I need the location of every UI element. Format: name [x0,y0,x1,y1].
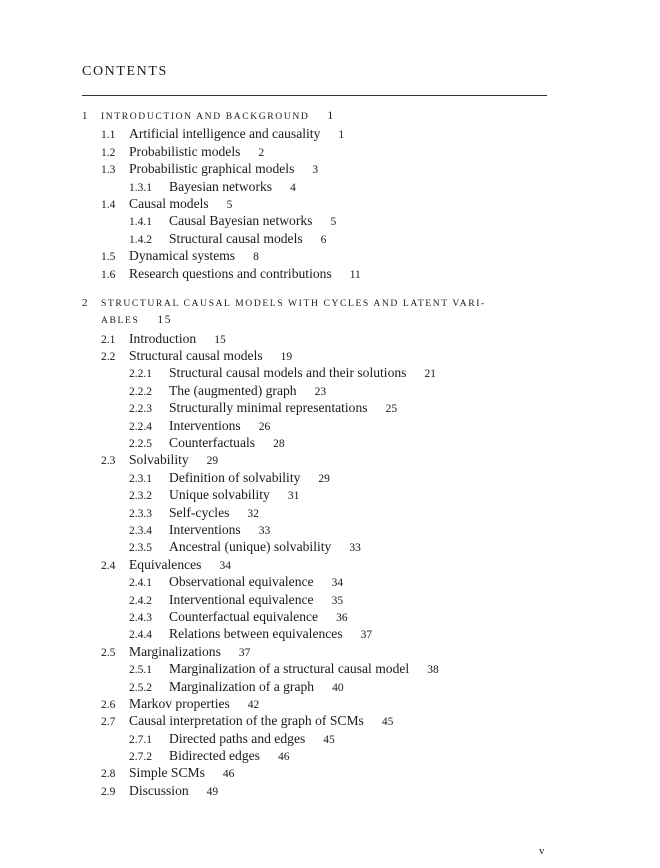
toc-entry-2-5-2[interactable] [82,678,552,695]
toc-entry-2-9[interactable] [82,782,552,799]
toc-entry-2-3-4[interactable] [82,521,552,538]
toc-entry-2-7-2[interactable] [82,747,552,764]
toc-page: 35 [331,594,344,607]
toc-entry-2-2-2[interactable] [82,382,552,399]
toc-number: 2.6 [101,698,116,711]
toc-number: 2.7 [101,716,116,729]
toc-title: Relations between equivalences [169,626,343,642]
toc-page: 38 [427,664,439,677]
toc-page: 33 [349,542,361,555]
table-of-contents [82,108,552,799]
toc-number: 1.6 [101,268,116,281]
toc-page: 3 [312,164,319,177]
toc-number: 2.5.1 [129,664,152,677]
toc-number: 2.2.1 [129,368,152,381]
toc-page: 36 [336,611,348,624]
toc-number: 2.4.4 [129,629,152,642]
toc-page: 25 [385,403,398,416]
toc-title: Marginalizations [129,643,221,659]
toc-title: Bidirected edges [169,748,260,764]
toc-entry-2-2-5[interactable] [82,434,552,451]
toc-entry-2-4-1[interactable] [82,573,552,590]
toc-entry-2-3-1[interactable] [82,469,552,486]
toc-title: Artificial intelligence and causality [129,126,321,142]
toc-title: Marginalization of a graph [169,678,315,694]
toc-page: 21 [424,368,436,381]
toc-title: Introduction [129,330,197,346]
toc-page: 45 [323,733,335,746]
toc-title: Simple SCMs [129,765,205,781]
toc-entry-1-4-1[interactable] [82,212,552,229]
page-title: CONTENTS [82,64,168,79]
toc-page: 29 [206,455,219,468]
toc-page: 1 [327,110,335,122]
toc-entry-1-6[interactable] [82,265,552,282]
toc-title: Causal interpretation of the graph of SCMs [129,713,364,729]
toc-number: 2.4 [101,559,116,572]
toc-number: 2.8 [101,768,116,781]
toc-page: 32 [247,507,259,520]
toc-page: 2 [258,146,265,159]
toc-number: 2.3.4 [129,524,152,537]
toc-entry-2-3-5[interactable] [82,538,552,555]
toc-title: Structural causal models [169,230,303,246]
toc-title: Structural causal models [129,348,263,364]
toc-title: Causal Bayesian networks [169,213,313,229]
toc-number: 1.5 [101,251,116,264]
toc-entry-1-2[interactable] [82,143,552,160]
toc-chapter-2-continued[interactable] [82,312,552,329]
toc-page: 5 [226,198,233,211]
toc-page: 1 [338,129,345,142]
toc-title: ABLES [101,315,140,327]
toc-title: Counterfactuals [169,435,256,451]
toc-page: 40 [332,681,344,694]
toc-page: 4 [290,181,296,194]
toc-title: Counterfactual equivalence [169,608,319,624]
toc-page: 23 [314,385,327,398]
toc-page: 37 [360,629,373,642]
toc-page: 26 [258,420,271,433]
toc-entry-2-2[interactable] [82,347,552,364]
toc-page: 34 [219,559,231,572]
toc-entry-1-4[interactable] [82,195,552,212]
toc-number: 1.2 [101,146,116,159]
toc-page: 28 [273,438,285,451]
toc-title: Interventions [169,417,241,433]
toc-title: Ancestral (unique) solvability [169,539,332,555]
toc-number: 1.3 [101,164,116,177]
toc-number: 1.4 [101,198,116,211]
toc-entry-2-3-2[interactable] [82,486,552,503]
toc-entry-1-3-1[interactable] [82,178,552,195]
toc-entry-1-1[interactable] [82,125,552,142]
toc-title: Bayesian networks [169,178,273,194]
toc-entry-2-3[interactable] [82,451,552,468]
toc-entry-2-4-2[interactable] [82,591,552,608]
toc-entry-2-7-1[interactable] [82,730,552,747]
toc-page: 8 [253,251,259,264]
toc-entry-2-2-1[interactable] [82,364,552,381]
toc-page: 29 [318,472,330,485]
toc-title: INTRODUCTION AND BACKGROUND [101,111,310,122]
toc-number: 2.3.1 [129,472,152,485]
toc-entry-2-4-4[interactable] [82,625,552,642]
toc-title: Markov properties [129,695,230,711]
toc-title: Structural causal models and their solutions [169,365,407,381]
toc-entry-2-4-3[interactable] [82,608,552,625]
toc-entry-2-8[interactable] [82,764,552,781]
toc-title: Discussion [129,782,189,798]
toc-page: 15 [157,314,173,327]
toc-entry-2-6[interactable] [82,695,552,712]
toc-page: 45 [381,716,394,729]
toc-page: 33 [258,524,271,537]
toc-entry-2-3-3[interactable] [82,504,552,521]
toc-number: 2.7.2 [129,751,152,764]
toc-page: 11 [349,268,361,281]
toc-number: 1.3.1 [129,181,152,194]
toc-title: Research questions and contributions [129,265,332,281]
toc-number: 2.3.3 [129,507,152,520]
toc-number: 2.3 [101,455,116,468]
toc-entry-2-5-1[interactable] [82,660,552,677]
toc-page: 49 [206,785,219,798]
toc-number: 2.4.3 [129,611,152,624]
toc-entry-1-5[interactable] [82,247,552,264]
toc-title: Structurally minimal representations [169,400,368,416]
toc-number: 2.2.3 [129,403,152,416]
toc-entry-2-5[interactable] [82,643,552,660]
toc-title: Interventions [169,521,241,537]
toc-number: 2.4.1 [129,577,152,590]
toc-number: 2.3.5 [129,542,152,555]
toc-page: 15 [214,333,226,346]
toc-title: Self-cycles [169,504,230,520]
toc-title: Probabilistic graphical models [129,161,295,177]
toc-title: Solvability [129,452,189,468]
toc-title: STRUCTURAL CAUSAL MODELS WITH CYCLES AND LATENT VARI- [101,297,486,309]
toc-title: Directed paths and edges [169,730,306,746]
toc-page: 6 [320,233,327,246]
toc-number: 2.2.2 [129,385,152,398]
toc-number: 2.1 [101,333,116,346]
toc-page: 34 [331,577,344,590]
toc-number: 2.5.2 [129,681,152,694]
toc-number: 1.4.1 [129,216,152,229]
toc-title: Definition of solvability [169,469,301,485]
toc-chapter-1[interactable] [82,108,552,125]
toc-title: Marginalization of a structural causal model [169,661,410,677]
toc-page: 37 [238,646,251,659]
toc-title: Causal models [129,195,209,211]
toc-number: 2.2.4 [129,420,152,433]
toc-page: 31 [287,490,300,503]
toc-title: Equivalences [129,556,202,572]
toc-title: Observational equivalence [169,574,314,590]
toc-title: The (augmented) graph [169,382,297,398]
toc-number: 2 [82,296,90,309]
toc-number: 1 [82,110,90,122]
toc-entry-2-2-3[interactable] [82,399,552,416]
toc-chapter-2[interactable] [82,295,552,312]
title-rule [82,95,547,96]
toc-title: Probabilistic models [129,143,241,159]
toc-page: 5 [330,216,337,229]
page-number: v [539,845,545,857]
toc-entry-2-4[interactable] [82,556,552,573]
toc-number: 1.1 [101,129,116,142]
toc-entry-2-1[interactable] [82,330,552,347]
chapter-gap [82,282,552,295]
toc-title: Dynamical systems [129,248,236,264]
toc-title: Interventional equivalence [169,591,314,607]
toc-entry-1-3[interactable] [82,160,552,177]
toc-entry-1-4-2[interactable] [82,230,552,247]
toc-number: 2.5 [101,646,116,659]
toc-number: 1.4.2 [129,233,152,246]
toc-entry-2-2-4[interactable] [82,417,552,434]
toc-number: 2.9 [101,785,116,798]
toc-page: 42 [247,698,260,711]
toc-page: 19 [280,351,293,364]
toc-number: 2.3.2 [129,490,152,503]
toc-number: 2.7.1 [129,733,152,746]
toc-entry-2-7[interactable] [82,712,552,729]
toc-page: 46 [222,768,235,781]
toc-number: 2.2 [101,351,116,364]
toc-page: 46 [277,751,290,764]
toc-number: 2.2.5 [129,438,152,451]
toc-number: 2.4.2 [129,594,152,607]
toc-title: Unique solvability [169,487,270,503]
